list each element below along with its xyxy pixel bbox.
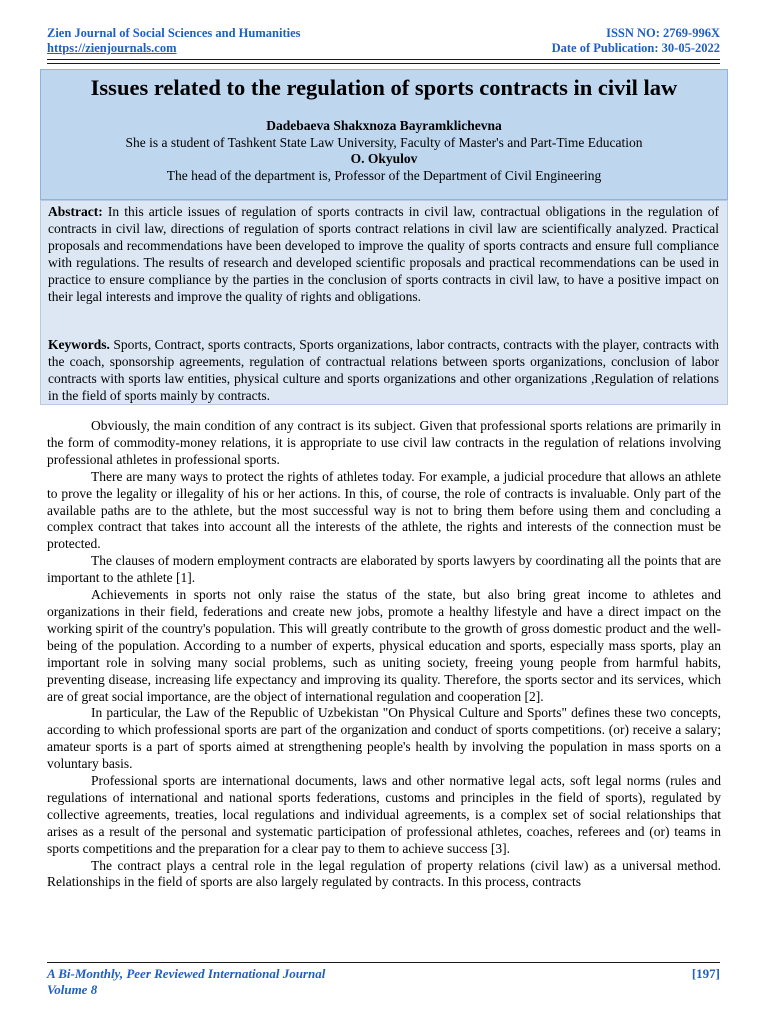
body-paragraph: Professional sports are international documents, laws and other normative legal acts, soft legal norms (rules and regulations of international and national sports federations, customs and principles in the field of sports), regulated by collective agreements, treaties, local regulations and individual agreements, is a complex set of social relationships that arises as a result of the personal and systematic participation of professional athletes, coaches, referees and (or) teams in sports competitions and the preparation for a clear pay to them to achieve success [3].: [47, 773, 721, 856]
abstract-block: [40, 200, 728, 405]
footer-volume: Volume 8: [47, 982, 98, 997]
header-divider: [47, 59, 720, 60]
page-number: [197]: [691, 966, 720, 981]
body-paragraph: The contract plays a central role in the legal regulation of property relations (civil law) as a universal method. Relationships in the field of sports are also largely regulated by contracts. In this process, contracts: [47, 857, 721, 890]
author-1-name: Dadebaeva Shakxnoza Bayramklichevna: [266, 118, 502, 133]
journal-name: Zien Journal of Social Sciences and Humanities: [47, 26, 301, 40]
publication-date: Date of Publication: 30-05-2022: [551, 41, 720, 55]
page-header: [47, 26, 720, 66]
body-paragraph: Obviously, the main condition of any contract is its subject. Given that professional sports relations are primarily in the form of commodity-money relations, it is appropriate to use civil law contracts in the regulation of relations involving professional athletes in professional sports.: [47, 418, 721, 467]
article-title: Issues related to the regulation of sports contracts in civil law: [90, 75, 678, 100]
body-paragraph: There are many ways to protect the rights of athletes today. For example, a judicial procedure that allows an athlete to prove the legality or illegality of his or her actions. In this, of course, the role of contracts is invaluable. Only part of the available paths are to the athlete, but the most successful way is not to bring them before using them and concluding a complex contract that takes into account all the interests of the athlete, the rights and interests of the connection must be protected.: [47, 468, 721, 552]
body-paragraph: The clauses of modern employment contracts are elaborated by sports lawyers by coordinating all the points that are important to the athlete [1].: [47, 553, 721, 586]
keywords: [48, 337, 719, 405]
body-paragraph: In particular, the Law of the Republic of Uzbekistan "On Physical Culture and Sports" defines these two concepts, according to which professional sports are part of the organization and conduct of sports competitions. (or) receive a salary; amateur sports is a part of sports aimed at strengthening people's health by involving the population in mass sports on a voluntary basis.: [47, 705, 721, 772]
issn: ISSN NO: 2769-996X: [606, 26, 720, 40]
header-divider-thin: [47, 63, 720, 64]
title-block: [40, 69, 728, 200]
abstract-text: In this article issues of regulation of sports contracts in civil law, contractual obligations in the regulation of contracts in civil law, directions of regulation of sports contract relations in civil law are scientifically analyzed. Practical proposals and recommendations have been developed to improve the quality of sports contracts and ensure full compliance with regulations. The results of research and developed scientific proposals and practical recommendations can be used in practice to ensure compliance by the parties in the conclusion of sports contracts in civil law, to have a positive impact on their legal interests and improve the quality of rights and obligations.: [48, 204, 719, 304]
footer-journal-type: A Bi-Monthly, Peer Reviewed International Journal: [47, 966, 326, 981]
journal-url-link[interactable]: https://zienjournals.com: [47, 41, 177, 55]
body-paragraph: Achievements in sports not only raise the status of the state, but also bring great income to athletes and organizations in their field, federations and create new jobs, promote a healthy lifestyle and have a direct impact on the working spirit of the country's population. This will greatly contribute to the growth of gross domestic product and the well-being of the population. According to a number of experts, physical education and sports, especially mass sports, play an important role in solving many social problems, such as uniting society, freeing young people from harmful habits, preventing disease, increasing life expectancy and improving its quality. Therefore, the sports sector and its services, which are of great social importance, are the object of international regulation and cooperation [2].: [47, 587, 721, 704]
abstract: [48, 204, 719, 305]
author-2-name: O. Okyulov: [350, 151, 418, 166]
author-2-affiliation: The head of the department is, Professor of the Department of Civil Engineering: [166, 168, 602, 183]
page-footer: [47, 966, 720, 1002]
keywords-label: Keywords.: [48, 337, 110, 352]
author-1-affiliation: She is a student of Tashkent State Law University, Faculty of Master's and Part-Time Education: [125, 135, 643, 150]
footer-divider: [47, 962, 720, 963]
abstract-label: Abstract:: [48, 204, 103, 219]
article-body: [47, 418, 721, 891]
keywords-text: Sports, Contract, sports contracts, Sports organizations, labor contracts, contracts with the player, contracts with the coach, sponsorship agreements, regulation of contractual relations between sports organizations, conclusion of labor contracts with sports law entities, physical culture and sports organizations and other organizations ,Regulation of relations in the field of sports mainly by contracts.: [48, 337, 719, 403]
